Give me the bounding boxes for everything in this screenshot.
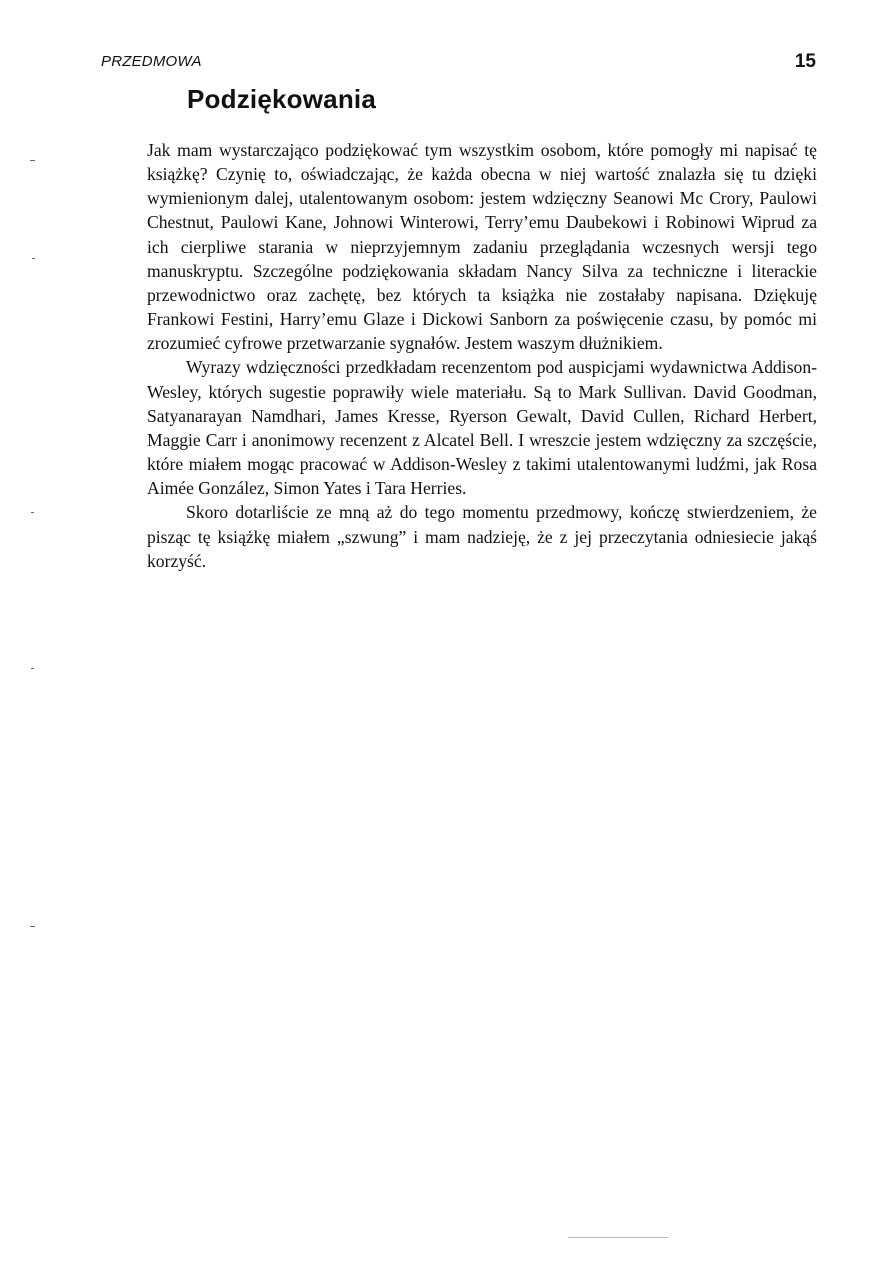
- scan-speck: [32, 258, 35, 259]
- scan-speck: [568, 1237, 668, 1238]
- paragraph-1: Jak mam wystarczająco podziękować tym wszystkim osobom, które pomogły mi napisać tę książkę? Czynię to, oświadczając, że każda obecna w niej wartość znalazła się tu dzięki wymienionym dalej, utalentowanym osobom: jestem wdzięczny Seanowi Mc Crory, Paulowi Chestnut, Paulowi Kane, Johnowi Winterowi, Terry’emu Daubekowi i Robinowi Wiprud za ich cierpliwe starania w nieprzyjemnym zadaniu przeglądania wczesnych wersji tego manuskryptu. Szczególne podziękowania składam Nancy Silva za techniczne i literackie przewodnictwo oraz zachętę, bez których ta książka nie zostałaby napisana. Dziękuję Frankowi Festini, Harry’emu Glaze i Dickowi Sanborn za poświęcenie czasu, by pomóc mi zrozumieć cyfrowe przetwarzanie sygnałów. Jestem waszym dłużnikiem.: [147, 140, 817, 354]
- scan-speck: [30, 926, 35, 927]
- running-head: PRZEDMOWA: [101, 53, 202, 70]
- paragraph-2: Wyrazy wdzięczności przedkładam recenzentom pod auspicjami wydawnictwa Addison-Wesley, których sugestie poprawiły wiele materiału. Są to Mark Sullivan. David Goodman, Satyanarayan Namdhari, James Kresse, Ryerson Gewalt, David Cullen, Richard Herbert, Maggie Carr i anonimowy recenzent z Alcatel Bell. I wreszcie jestem wdzięczny za szczęście, które miałem mogąc pracować w Addison-Wesley z takimi utalentowanymi ludźmi, jak Rosa Aimée González, Simon Yates i Tara Herries.: [147, 357, 817, 499]
- page-number: 15: [794, 51, 816, 72]
- paragraph-3: Skoro dotarliście ze mną aż do tego momentu przedmowy, kończę stwierdzeniem, że pisząc tę książkę miałem „szwung” i mam nadzieję, że z jej przeczytania odniesiecie jakąś korzyść.: [147, 502, 817, 571]
- section-title: Podziękowania: [187, 84, 376, 114]
- scan-speck: [31, 668, 34, 669]
- scan-speck: [30, 160, 35, 161]
- body-text: [147, 138, 817, 573]
- scan-speck: [31, 512, 34, 513]
